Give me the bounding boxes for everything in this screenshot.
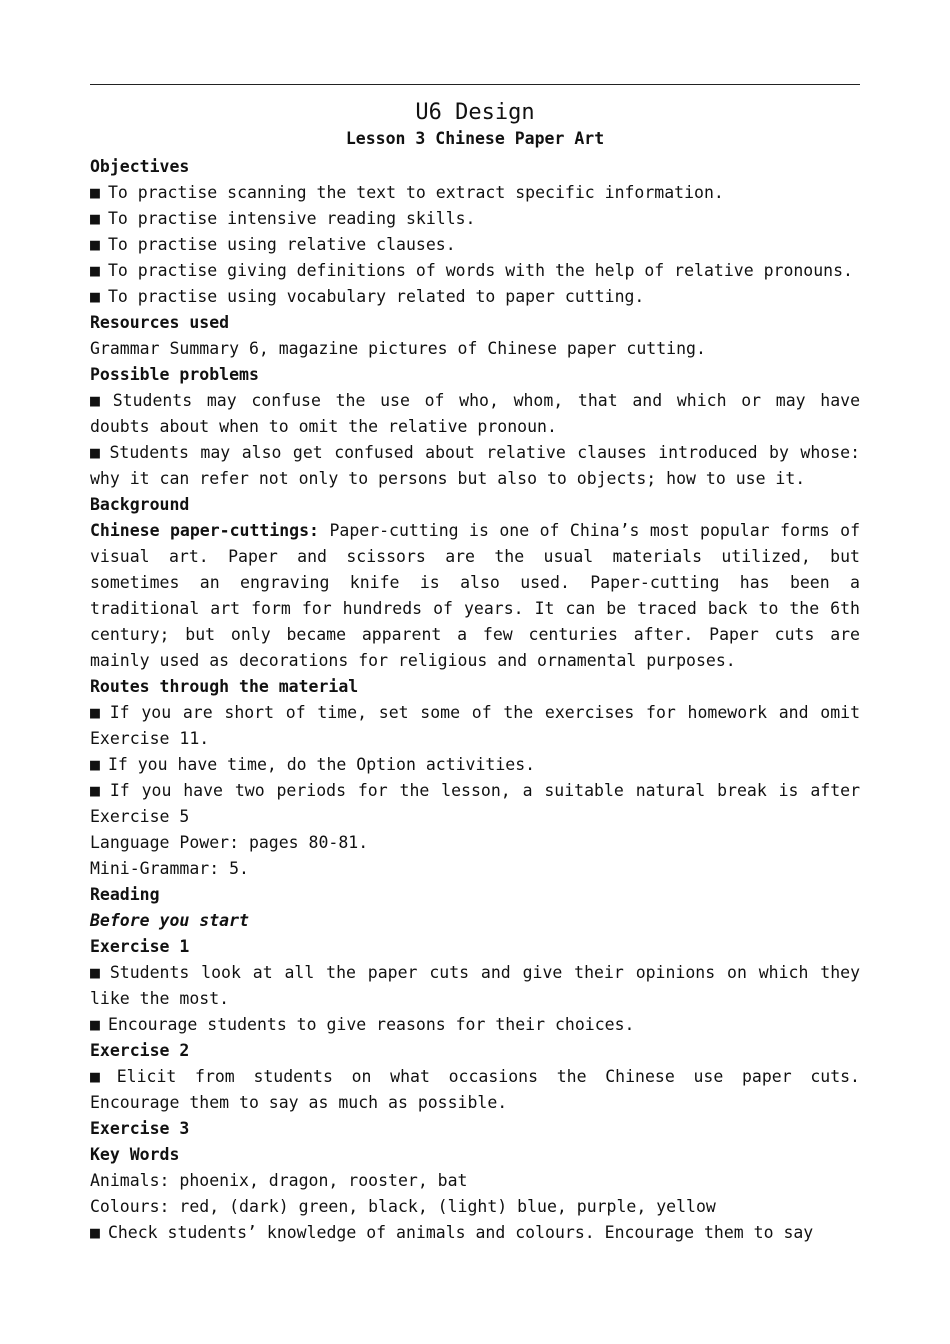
objective-item: ■ To practise scanning the text to extract specific information. — [90, 183, 724, 202]
route-item: ■ If you have two periods for the lesson, a suitable natural break is after Exercise 5 — [90, 781, 860, 826]
mini-grammar-ref: Mini-Grammar: 5. — [90, 859, 249, 878]
document-body — [90, 98, 860, 1246]
bullet-square-icon: ■ — [90, 183, 100, 202]
bullet-square-icon: ■ — [90, 1067, 109, 1086]
key-words-colours: Colours: red, (dark) green, black, (light) blue, purple, yellow — [90, 1197, 716, 1216]
objective-item: ■ To practise giving definitions of words with the help of relative pronouns. — [90, 261, 853, 280]
bullet-square-icon: ■ — [90, 261, 100, 280]
objective-item: ■ To practise using relative clauses. — [90, 235, 456, 254]
exercise-1-heading: Exercise 1 — [90, 937, 190, 956]
bullet-square-icon: ■ — [90, 963, 102, 982]
problem-item: ■ Students may also get confused about relative clauses introduced by whose: why it can refer not only to persons but also to objects; how to use it. — [90, 443, 861, 488]
exercise-1-item: ■ Encourage students to give reasons for their choices. — [90, 1015, 635, 1034]
exercise-2-item: ■ Elicit from students on what occasions the Chinese use paper cuts. Encourage them to say as much as possible. — [90, 1067, 860, 1112]
exercise-3-heading: Exercise 3 — [90, 1119, 190, 1138]
language-power-ref: Language Power: pages 80-81. — [90, 833, 369, 852]
problem-item: ■ Students may confuse the use of who, whom, that and which or may have doubts about when to omit the relative pronoun. — [90, 391, 861, 436]
bullet-square-icon: ■ — [90, 1223, 100, 1242]
bullet-square-icon: ■ — [90, 391, 105, 410]
lesson-subtitle: Lesson 3 Chinese Paper Art — [345, 129, 605, 148]
resources-text: Grammar Summary 6, magazine pictures of Chinese paper cutting. — [90, 339, 706, 358]
resources-heading: Resources used — [90, 313, 230, 332]
key-words-heading: Key Words — [90, 1145, 180, 1164]
bullet-square-icon: ■ — [90, 781, 102, 800]
route-item: ■ If you have time, do the Option activities. — [90, 755, 536, 774]
objective-item: ■ To practise using vocabulary related to paper cutting. — [90, 287, 645, 306]
bullet-square-icon: ■ — [90, 287, 100, 306]
objective-item: ■ To practise intensive reading skills. — [90, 209, 476, 228]
exercise-3-item: ■ Check students’ knowledge of animals and colours. Encourage them to say — [90, 1223, 814, 1242]
document-title: U6 Design — [415, 100, 535, 125]
bullet-square-icon: ■ — [90, 235, 100, 254]
key-words-animals: Animals: phoenix, dragon, rooster, bat — [90, 1171, 468, 1190]
background-term: Chinese paper-cuttings: — [90, 521, 319, 540]
bullet-square-icon: ■ — [90, 703, 102, 722]
route-item: ■ If you are short of time, set some of the exercises for homework and omit Exercise 11. — [90, 703, 861, 748]
header-rule — [90, 84, 860, 85]
bullet-square-icon: ■ — [90, 755, 100, 774]
exercise-2-heading: Exercise 2 — [90, 1041, 190, 1060]
bullet-square-icon: ■ — [90, 443, 102, 462]
bullet-square-icon: ■ — [90, 1015, 100, 1034]
exercise-1-item: ■ Students look at all the paper cuts and give their opinions on which they like the most. — [90, 963, 860, 1008]
problems-heading: Possible problems — [90, 365, 259, 384]
before-you-start-heading: Before you start — [90, 911, 249, 930]
bullet-square-icon: ■ — [90, 209, 100, 228]
reading-heading: Reading — [90, 885, 160, 904]
background-paragraph: Chinese paper-cuttings: Paper-cutting is one of China’s most popular forms of visual art. Paper and scissors are the usual materials utilized, but sometimes an engraving knife is also used. Paper-cutting has been a traditional art form for hundreds of years. It can be traced back to the 6th century; but only became apparent a few centuries after. Paper cuts are mainly used as decorations for religious and ornamental purposes. — [90, 521, 861, 670]
objectives-heading: Objectives — [90, 157, 190, 176]
background-heading: Background — [90, 495, 190, 514]
routes-heading: Routes through the material — [90, 677, 359, 696]
